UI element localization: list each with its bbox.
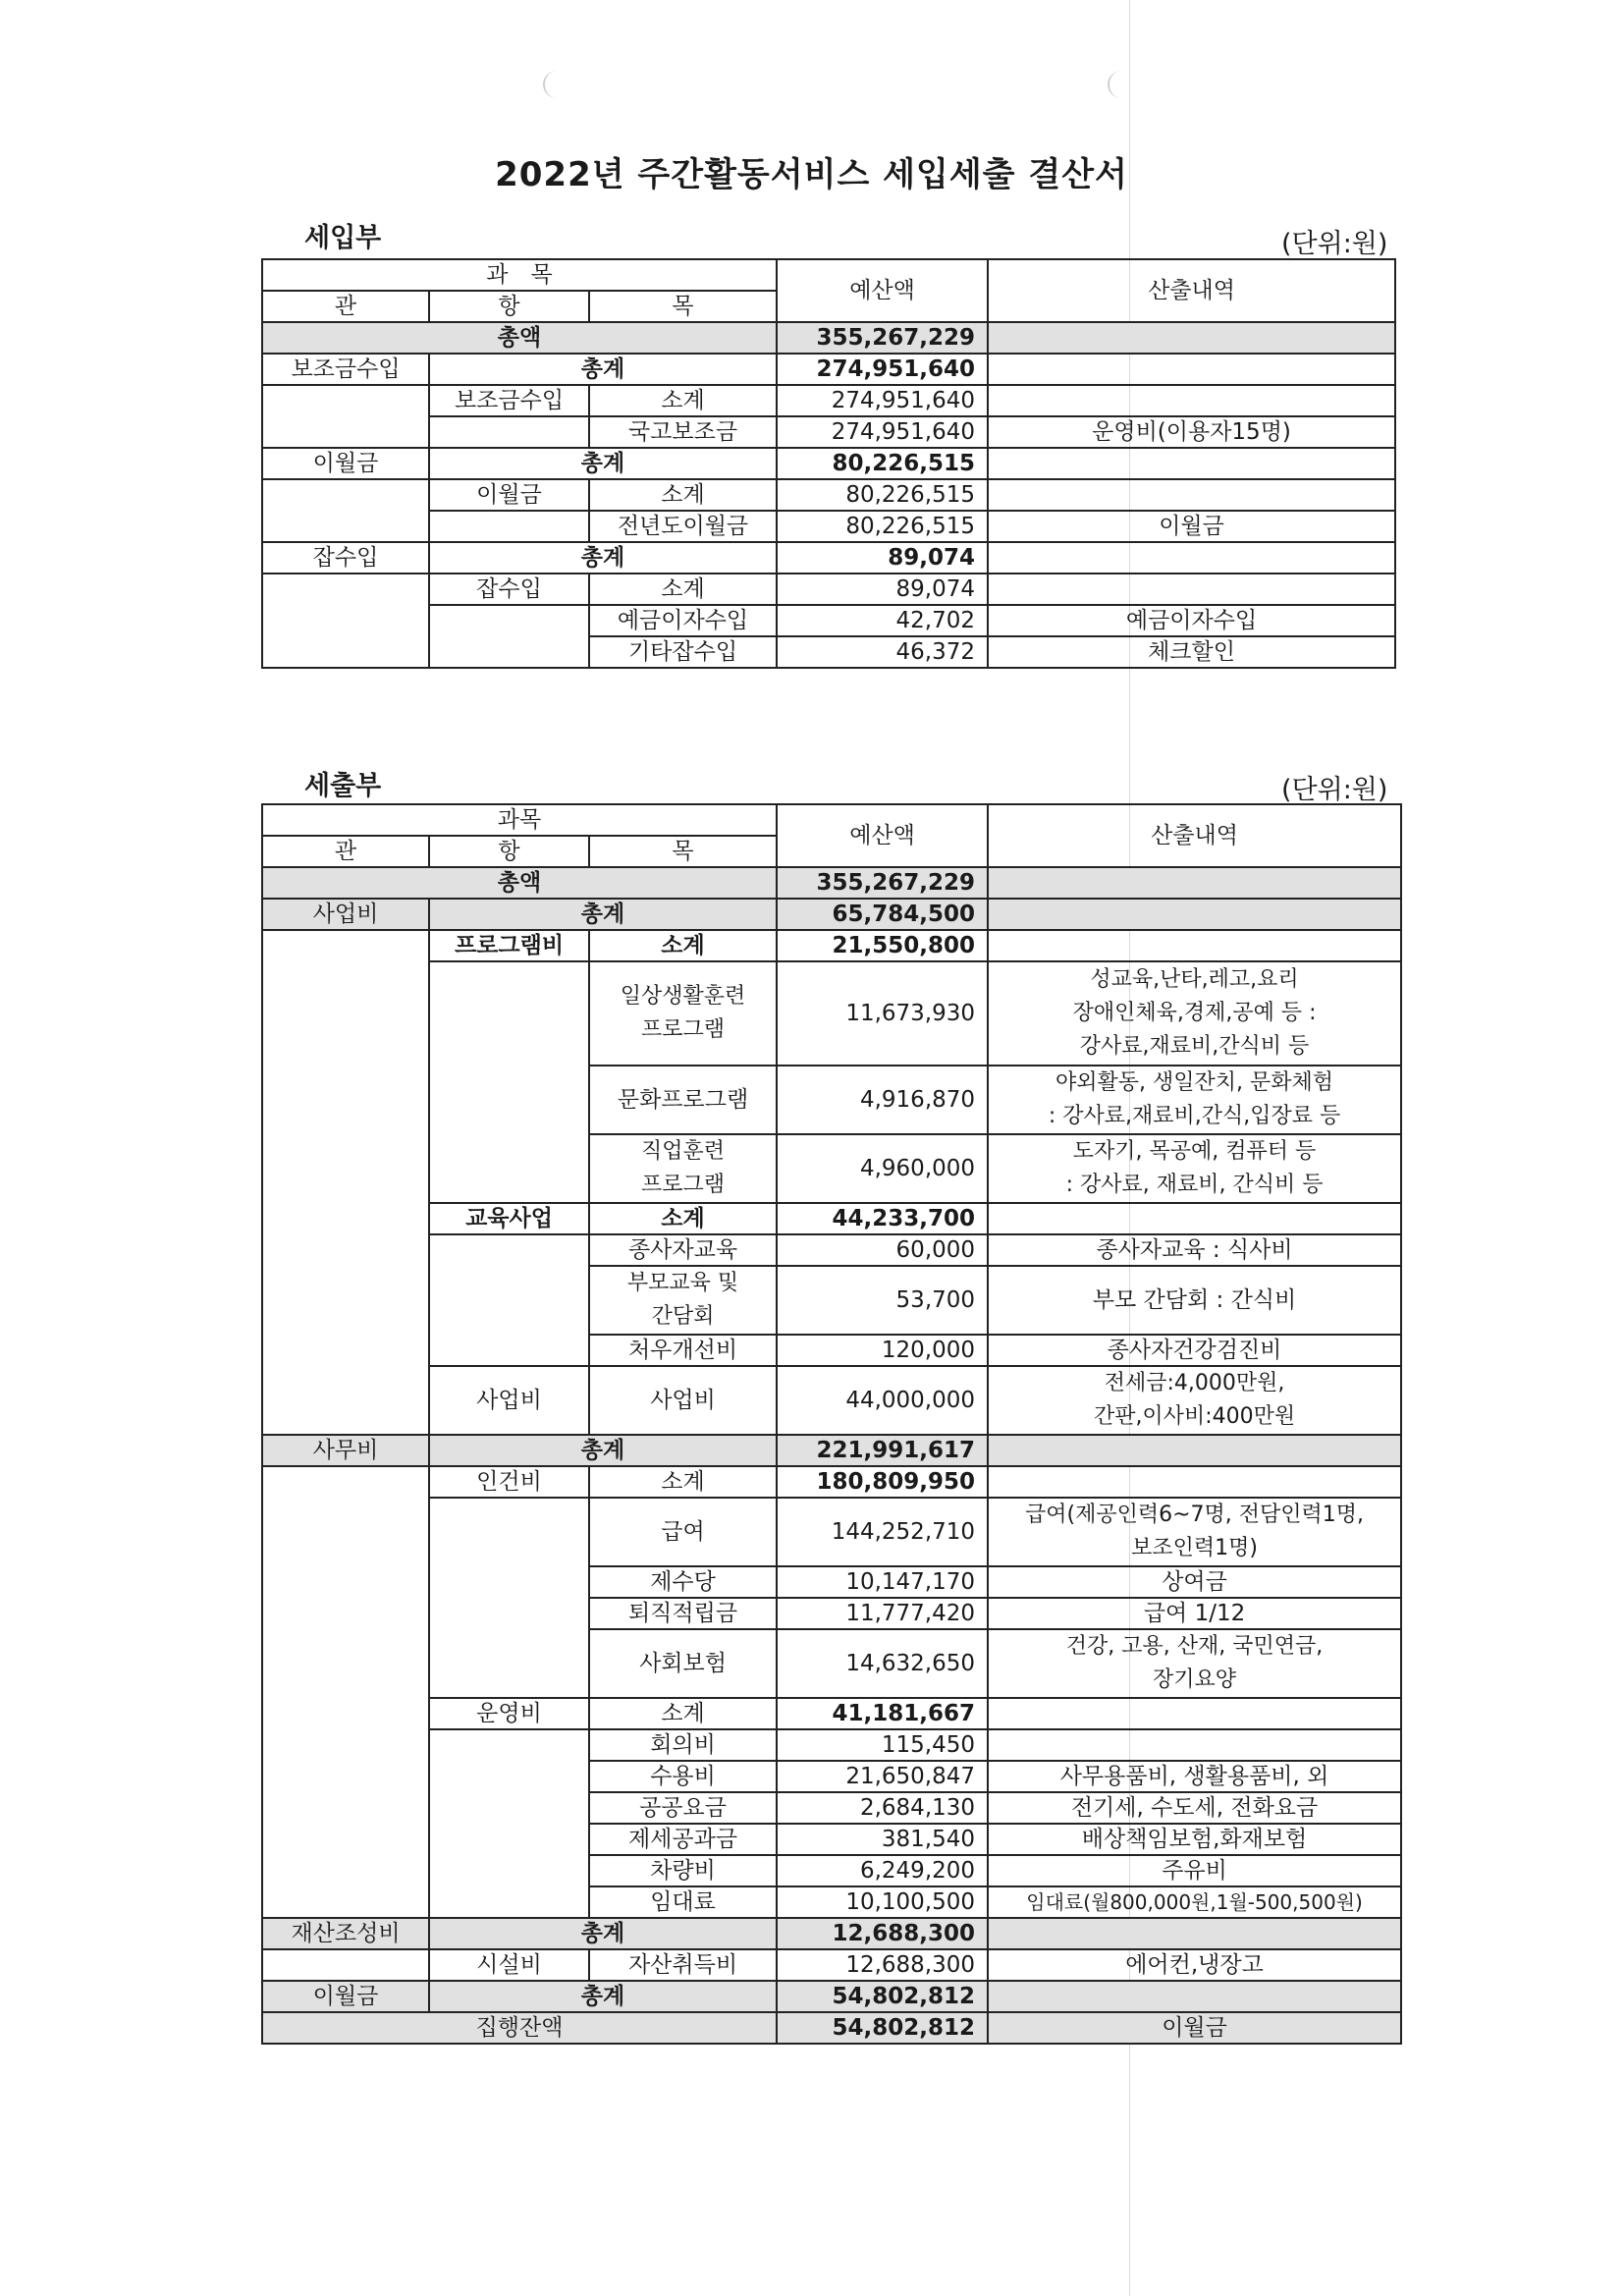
expense-mok-cell: 처우개선비 <box>589 1335 777 1366</box>
income-carryover-row <box>262 448 1395 479</box>
income-mok-cell: 전년도이월금 <box>589 511 777 542</box>
income-gwan-header: 관 <box>262 291 429 322</box>
income-header-row <box>262 259 1395 291</box>
income-row <box>262 511 1395 542</box>
expense-amount-cell: 54,802,812 <box>777 1981 988 2012</box>
expense-amount-cell: 41,181,667 <box>777 1698 988 1729</box>
income-heading: 세입부 <box>304 223 382 253</box>
expense-amount-cell: 12,688,300 <box>777 1918 988 1949</box>
expense-amount-cell: 60,000 <box>777 1234 988 1266</box>
income-budget-header: 예산액 <box>777 259 988 322</box>
expense-gwan-cell: 사업비 <box>262 899 429 930</box>
expense-detail-cell <box>988 1729 1401 1761</box>
expense-hang-cell: 프로그램비 <box>429 930 589 961</box>
punch-mark-right <box>1108 71 1123 98</box>
income-row <box>262 385 1395 416</box>
expense-mok-cell: 소계 <box>589 930 777 961</box>
expense-hang-header: 항 <box>429 836 589 867</box>
expense-row <box>262 1366 1401 1435</box>
expense-asset-row <box>262 1918 1401 1949</box>
expense-amount-cell: 4,916,870 <box>777 1066 988 1134</box>
expense-amount-cell: 221,991,617 <box>777 1435 988 1466</box>
income-detail-cell: 이월금 <box>988 511 1395 542</box>
expense-amount-cell: 11,777,420 <box>777 1598 988 1629</box>
expense-row <box>262 930 1401 961</box>
income-row <box>262 605 1395 636</box>
expense-mok-header: 목 <box>589 836 777 867</box>
income-gwan-cell: 이월금 <box>262 448 429 479</box>
expense-amount-cell: 2,684,130 <box>777 1792 988 1824</box>
income-amount-cell: 80,226,515 <box>777 448 988 479</box>
expense-row <box>262 1698 1401 1729</box>
expense-label-cell: 총계 <box>429 1981 777 2012</box>
income-gwan-cell: 잡수입 <box>262 542 429 574</box>
income-detail-cell: 예금이자수입 <box>988 605 1395 636</box>
expense-budget-header: 예산액 <box>777 804 988 867</box>
expense-amount-cell: 115,450 <box>777 1729 988 1761</box>
income-amount-cell: 274,951,640 <box>777 385 988 416</box>
expense-mok-cell: 회의비 <box>589 1729 777 1761</box>
expense-detail-cell: 종사자교육 : 식사비 <box>988 1234 1401 1266</box>
income-row <box>262 574 1395 605</box>
income-mok-cell: 소계 <box>589 385 777 416</box>
expense-amount-cell: 180,809,950 <box>777 1466 988 1498</box>
income-detail-cell: 체크할인 <box>988 636 1395 668</box>
expense-detail-cell: 전세금:4,000만원, 간판,이사비:400만원 <box>988 1366 1401 1435</box>
expense-detail-cell: 임대료(월800,000원,1월-500,500원) <box>988 1886 1401 1918</box>
income-amount-cell: 46,372 <box>777 636 988 668</box>
expense-amount-cell: 44,233,700 <box>777 1203 988 1234</box>
expense-detail-cell: 종사자건강검진비 <box>988 1335 1401 1366</box>
expense-amount-cell: 4,960,000 <box>777 1134 988 1203</box>
expense-business-row <box>262 899 1401 930</box>
income-label-cell: 총계 <box>429 448 777 479</box>
expense-mok-cell: 소계 <box>589 1698 777 1729</box>
expense-mok-cell: 소계 <box>589 1203 777 1234</box>
expense-mok-cell: 문화프로그램 <box>589 1066 777 1134</box>
expense-table <box>261 803 1402 2045</box>
expense-mok-cell: 제세공과금 <box>589 1824 777 1855</box>
income-mok-cell: 국고보조금 <box>589 416 777 448</box>
income-amount-cell: 89,074 <box>777 542 988 574</box>
income-detail-header: 산출내역 <box>988 259 1395 322</box>
income-table <box>261 258 1396 669</box>
expense-hang-cell: 운영비 <box>429 1698 589 1729</box>
income-detail-cell: 운영비(이용자15명) <box>988 416 1395 448</box>
income-row <box>262 479 1395 511</box>
income-subsidy-row <box>262 354 1395 385</box>
income-amount-cell: 80,226,515 <box>777 511 988 542</box>
income-hang-cell: 잡수입 <box>429 574 589 605</box>
expense-row <box>262 1949 1401 1981</box>
expense-mok-cell: 임대료 <box>589 1886 777 1918</box>
expense-hang-cell: 교육사업 <box>429 1203 589 1234</box>
expense-mok-cell: 종사자교육 <box>589 1234 777 1266</box>
income-row <box>262 416 1395 448</box>
expense-balance-detail: 이월금 <box>988 2012 1401 2044</box>
expense-detail-cell: 건강, 고용, 산재, 국민연금, 장기요양 <box>988 1629 1401 1698</box>
expense-amount-cell: 65,784,500 <box>777 899 988 930</box>
expense-carryover-row <box>262 1981 1401 2012</box>
expense-mok-cell: 퇴직적립금 <box>589 1598 777 1629</box>
income-mok-cell: 소계 <box>589 479 777 511</box>
expense-gwan-cell: 이월금 <box>262 1981 429 2012</box>
expense-amount-cell: 21,650,847 <box>777 1761 988 1792</box>
expense-hang-cell: 사업비 <box>429 1366 589 1435</box>
expense-row <box>262 1234 1401 1266</box>
expense-mok-cell: 부모교육 및 간담회 <box>589 1266 777 1335</box>
expense-amount-cell: 14,632,650 <box>777 1629 988 1698</box>
income-hang-cell: 보조금수입 <box>429 385 589 416</box>
punch-mark-left <box>543 71 559 98</box>
expense-detail-cell: 급여 1/12 <box>988 1598 1401 1629</box>
income-gwan-cell: 보조금수입 <box>262 354 429 385</box>
expense-amount-cell: 21,550,800 <box>777 930 988 961</box>
expense-detail-cell: 주유비 <box>988 1855 1401 1886</box>
expense-row <box>262 1498 1401 1566</box>
expense-amount-cell: 12,688,300 <box>777 1949 988 1981</box>
expense-amount-cell: 120,000 <box>777 1335 988 1366</box>
expense-mok-cell: 공공요금 <box>589 1792 777 1824</box>
expense-hang-cell: 인건비 <box>429 1466 589 1498</box>
income-total-label: 총액 <box>262 322 777 354</box>
expense-amount-cell: 10,147,170 <box>777 1566 988 1598</box>
expense-balance-amount: 54,802,812 <box>777 2012 988 2044</box>
expense-row <box>262 1729 1401 1761</box>
expense-row <box>262 1466 1401 1498</box>
expense-mok-cell: 일상생활훈련 프로그램 <box>589 961 777 1066</box>
expense-mok-cell: 급여 <box>589 1498 777 1566</box>
income-label-cell: 총계 <box>429 354 777 385</box>
expense-amount-cell: 144,252,710 <box>777 1498 988 1566</box>
expense-detail-cell: 에어컨,냉장고 <box>988 1949 1401 1981</box>
expense-row <box>262 961 1401 1066</box>
income-amount-cell: 89,074 <box>777 574 988 605</box>
expense-header-row <box>262 804 1401 836</box>
expense-mok-cell: 직업훈련 프로그램 <box>589 1134 777 1203</box>
income-label-cell: 총계 <box>429 542 777 574</box>
expense-mok-cell: 자산취득비 <box>589 1949 777 1981</box>
income-subject-header: 과 목 <box>262 259 777 291</box>
income-amount-cell: 274,951,640 <box>777 416 988 448</box>
expense-label-cell: 총계 <box>429 899 777 930</box>
expense-amount-cell: 53,700 <box>777 1266 988 1335</box>
expense-balance-row <box>262 2012 1401 2044</box>
expense-detail-cell: 배상책임보험,화재보험 <box>988 1824 1401 1855</box>
expense-amount-cell: 381,540 <box>777 1824 988 1855</box>
expense-amount-cell: 44,000,000 <box>777 1366 988 1435</box>
income-hang-cell: 이월금 <box>429 479 589 511</box>
expense-subject-header: 과목 <box>262 804 777 836</box>
income-amount-cell: 80,226,515 <box>777 479 988 511</box>
expense-detail-cell: 부모 간담회 : 간식비 <box>988 1266 1401 1335</box>
expense-total-row <box>262 867 1401 899</box>
expense-hang-cell: 시설비 <box>429 1949 589 1981</box>
expense-total-label: 총액 <box>262 867 777 899</box>
expense-detail-cell: 급여(제공인력6~7명, 전담인력1명, 보조인력1명) <box>988 1498 1401 1566</box>
expense-detail-cell: 성교육,난타,레고,요리 장애인체육,경제,공예 등 : 강사료,재료비,간식비 등 <box>988 961 1401 1066</box>
income-mok-cell: 기타잡수입 <box>589 636 777 668</box>
expense-row <box>262 1203 1401 1234</box>
income-amount-cell: 274,951,640 <box>777 354 988 385</box>
expense-detail-header: 산출내역 <box>988 804 1401 867</box>
expense-gwan-cell: 재산조성비 <box>262 1918 429 1949</box>
expense-balance-label: 집행잔액 <box>262 2012 777 2044</box>
income-mok-cell: 소계 <box>589 574 777 605</box>
expense-label-cell: 총계 <box>429 1918 777 1949</box>
expense-mok-cell: 사업비 <box>589 1366 777 1435</box>
income-misc-row <box>262 542 1395 574</box>
income-mok-cell: 예금이자수입 <box>589 605 777 636</box>
expense-detail-cell: 전기세, 수도세, 전화요금 <box>988 1792 1401 1824</box>
expense-gwan-cell: 사무비 <box>262 1435 429 1466</box>
expense-mok-cell: 소계 <box>589 1466 777 1498</box>
expense-detail-cell: 도자기, 목공예, 컴퓨터 등 : 강사료, 재료비, 간식비 등 <box>988 1134 1401 1203</box>
expense-mok-cell: 제수당 <box>589 1566 777 1598</box>
expense-amount-cell: 10,100,500 <box>777 1886 988 1918</box>
income-total-row <box>262 322 1395 354</box>
expense-gwan-header: 관 <box>262 836 429 867</box>
income-amount-cell: 42,702 <box>777 605 988 636</box>
expense-heading: 세출부 <box>304 771 382 801</box>
expense-detail-cell: 상여금 <box>988 1566 1401 1598</box>
expense-detail-cell: 야외활동, 생일잔치, 문화체험 : 강사료,재료비,간식,입장료 등 <box>988 1066 1401 1134</box>
expense-total-amount: 355,267,229 <box>777 867 988 899</box>
expense-amount-cell: 11,673,930 <box>777 961 988 1066</box>
expense-detail-cell: 사무용품비, 생활용품비, 외 <box>988 1761 1401 1792</box>
expense-mok-cell: 사회보험 <box>589 1629 777 1698</box>
expense-mok-cell: 수용비 <box>589 1761 777 1792</box>
expense-label-cell: 총계 <box>429 1435 777 1466</box>
income-hang-header: 항 <box>429 291 589 322</box>
income-mok-header: 목 <box>589 291 777 322</box>
expense-mok-cell: 차량비 <box>589 1855 777 1886</box>
income-total-amount: 355,267,229 <box>777 322 988 354</box>
expense-amount-cell: 6,249,200 <box>777 1855 988 1886</box>
expense-office-row <box>262 1435 1401 1466</box>
document-title: 2022년 주간활동서비스 세입세출 결산서 <box>495 155 1128 194</box>
income-unit: (단위:원) <box>1281 229 1388 259</box>
expense-unit: (단위:원) <box>1281 775 1388 805</box>
